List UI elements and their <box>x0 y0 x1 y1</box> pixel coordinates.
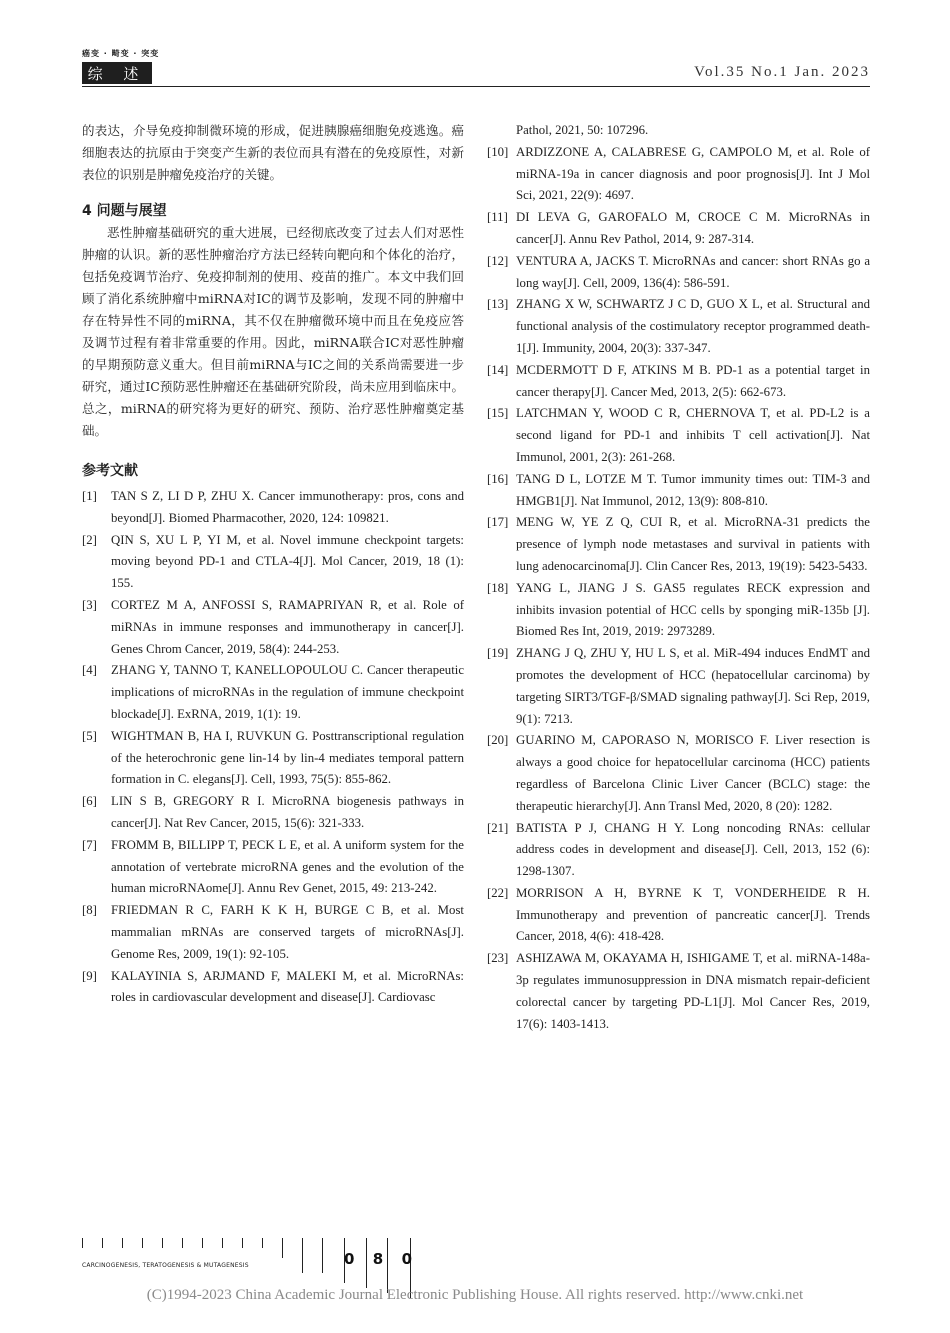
copyright-notice: (C)1994-2023 China Academic Journal Electronic Publishing House. All rights reserved. http://www.cnki.net <box>146 1287 804 1303</box>
reference-item <box>487 578 870 643</box>
reference-item <box>487 251 870 295</box>
reference-text: FRIEDMAN R C, FARH K K H, BURGE C B, et al. Most mammalian mRNAs are conserved targets of microRNAs[J]. Genome Res, 2009, 19(1): 92-105. <box>111 903 464 961</box>
reference-number: [20] <box>487 733 509 748</box>
reference-text: ASHIZAWA M, OKAYAMA H, ISHIGAME T, et al. miRNA-148a-3p regulates immunosuppression in DNA mismatch repair-deficient colorectal cancer by targeting PD-L1[J]. Mol Cancer Res, 2019, 17(6): 1403-1413. <box>516 951 870 1031</box>
header-rule <box>82 86 870 87</box>
reference-number: [15] <box>487 406 509 421</box>
reference-text: LIN S B, GREGORY R I. MicroRNA biogenesis pathways in cancer[J]. Nat Rev Cancer, 2015, 15(6): 321-333. <box>111 794 464 830</box>
reference-number: [17] <box>487 515 509 530</box>
reference-item <box>487 948 870 1035</box>
left-column <box>82 120 464 1009</box>
reference-number: [19] <box>487 646 509 661</box>
reference-item <box>487 403 870 468</box>
reference-text: GUARINO M, CAPORASO N, MORISCO F. Liver resection is always a good choice for hepatocellular carcinoma (HCC) patients regardless of Barcelona Clinic Liver Cancer (BCLC) stage: the therapeutic hierarchy[J]. Ann Transl Med, 2020, 8 (20): 1282. <box>516 733 870 813</box>
reference-number: [3] <box>82 597 97 612</box>
reference-item <box>487 469 870 513</box>
reference-number: [22] <box>487 885 509 900</box>
journal-name-cn: 癌变 · 畸变 · 突变 <box>82 49 160 58</box>
reference-text: DI LEVA G, GAROFALO M, CROCE C M. MicroRNAs in cancer[J]. Annu Rev Pathol, 2014, 9: 287-314. <box>516 210 870 246</box>
reference-text: ZHANG Y, TANNO T, KANELLOPOULOU C. Cancer therapeutic implications of microRNAs in the regulation of immune checkpoint blockade[J]. ExRNA, 2019, 1(1): 19. <box>111 663 464 721</box>
reference-text: ZHANG X W, SCHWARTZ J C D, GUO X L, et al. Structural and functional analysis of the costimulatory receptor programmed death-1[J]. Immunity, 2004, 20(3): 337-347. <box>516 297 870 355</box>
reference-text: LATCHMAN Y, WOOD C R, CHERNOVA T, et al. PD-L2 is a second ligand for PD-1 and inhibits T cell activation[J]. Nat Immunol, 2001, 2(3): 261-268. <box>516 406 870 464</box>
reference-text: YANG L, JIANG J S. GAS5 regulates RECK expression and inhibits invasion potential of HCC cells by sponging miR-135b [J]. Biomed Res Int, 2019, 2019: 2973289. <box>516 580 870 639</box>
journal-name-en: CARCINOGENESIS, TERATOGENESIS & MUTAGENESIS <box>82 1262 249 1269</box>
reference-item <box>487 360 870 404</box>
reference-number: [16] <box>487 471 509 486</box>
reference-number: [12] <box>487 253 509 268</box>
reference-number: [23] <box>487 951 509 966</box>
reference-number: [2] <box>82 532 97 547</box>
references-title: 参考文献 <box>82 463 138 479</box>
reference-number: [18] <box>487 580 509 595</box>
reference-text: MENG W, YE Z Q, CUI R, et al. MicroRNA-31 predicts the presence of lymph node metastases and survival in patients with lung adenocarcinoma[J]. Clin Cancer Res, 2013, 19(19): 5423-5433. <box>516 515 870 573</box>
page-digit: 8 <box>372 1250 384 1268</box>
volume-info: Vol.35 No.1 Jan. 2023 <box>694 64 870 80</box>
page-digit: 0 <box>401 1250 412 1268</box>
reference-number: [11] <box>487 210 508 225</box>
reference-text: FROMM B, BILLIPP T, PECK L E, et al. A uniform system for the annotation of vertebrate microRNA genes and the evolution of the human microRNAome[J]. Annu Rev Genet, 2015, 49: 213-242. <box>111 837 464 896</box>
reference-text: QIN S, XU L P, YI M, et al. Novel immune checkpoint targets: moving beyond PD-1 and CTLA-4[J]. Mol Cancer, 2019, 18 (1): 155. <box>111 532 464 591</box>
reference-number: [6] <box>82 794 97 809</box>
reference-number: [9] <box>82 968 97 983</box>
reference-text: WIGHTMAN B, HA I, RUVKUN G. Posttranscriptional regulation of the heterochronic gene lin-14 by lin-4 mediates temporal pattern formation in C. elegans[J]. Cell, 1993, 75(5): 855-862. <box>111 728 464 787</box>
reference-number: [13] <box>487 297 509 312</box>
reference-item <box>487 883 870 948</box>
reference-text: VENTURA A, JACKS T. MicroRNAs and cancer: short RNAs go a long way[J]. Cell, 2009, 136(4): 586-591. <box>516 253 870 290</box>
reference-number: [4] <box>82 663 97 678</box>
reference-item <box>487 294 870 359</box>
reference-number: [8] <box>82 903 97 918</box>
reference-item <box>82 595 464 660</box>
reference-item <box>487 512 870 577</box>
reference-item <box>82 530 464 595</box>
right-column <box>487 120 870 1035</box>
section-tag: 综 述 <box>82 62 152 84</box>
reference-number: [5] <box>82 728 97 743</box>
reference-text: ARDIZZONE A, CALABRESE G, CAMPOLO M, et al. Role of miRNA-19a in cancer diagnosis and poor prognosis[J]. Int J Mol Sci, 2021, 22(9): 4697. <box>516 144 870 203</box>
reference-text: CORTEZ M A, ANFOSSI S, RAMAPRIYAN R, et al. Role of miRNAs in immune responses and immunotherapy in cancer[J]. Genes Chrom Cancer, 2019, 58(4): 244-253. <box>111 597 464 656</box>
reference-number: [21] <box>487 820 509 835</box>
reference-item <box>82 726 464 791</box>
reference-item <box>82 900 464 965</box>
reference-number: [1] <box>82 489 97 503</box>
intro-paragraph: 的表达，介导免疫抑制微环境的形成，促进胰腺癌细胞免疫逃逸。癌细胞表达的抗原由于突变产生新的表位而具有潜在的免疫原性，对新表位的识别是肿瘤免疫治疗的关键。 <box>82 123 464 182</box>
reference-text: ZHANG J Q, ZHU Y, HU L S, et al. MiR-494 induces EndMT and promotes the development of HCC (hepatocellular carcinoma) by targeting SIRT3/TGF-β/SMAD signaling pathway[J]. Sci Rep, 2019, 9(1): 7213. <box>516 646 870 726</box>
section4-body: 恶性肿瘤基础研究的重大进展，已经彻底改变了过去人们对恶性肿瘤的认识。新的恶性肿瘤治疗方法已经转向靶向和个体化的治疗，包括免疫调节治疗、免疫抑制剂的使用、疫苗的推广。本文中我们回顾了消化系统肿瘤中miRNA对IC的调节及影响，发现不同的肿瘤中存在特异性不同的miRNA，其不仅在肿瘤微环境中而且在免疫应答及调节过程有着非常重要的作用。因此，miRNA联合IC对恶性肿瘤的早期预防意义重大。但目前miRNA与IC之间的关系尚需要进一步研究，通过IC预防恶性肿瘤还在基础研究阶段，尚未应用到临床中。总之，miRNA的研究将为更好的研究、预防、治疗恶性肿瘤奠定基础。 <box>82 225 464 438</box>
reference-number: [10] <box>487 144 509 159</box>
reference-item <box>82 660 464 725</box>
reference-text: TANG D L, LOTZE M T. Tumor immunity times out: TIM-3 and HMGB1[J]. Nat Immunol, 2012, 13(9): 808-810. <box>516 471 870 508</box>
reference-number: [14] <box>487 362 509 377</box>
reference-continuation: Pathol, 2021, 50: 107296. <box>516 123 649 137</box>
reference-text: MORRISON A H, BYRNE K T, VONDERHEIDE R H. Immunotherapy and prevention of pancreatic cancer[J]. Trends Cancer, 2018, 4(6): 418-428. <box>516 885 870 944</box>
reference-item <box>82 486 464 530</box>
reference-item <box>487 818 870 883</box>
reference-item <box>82 791 464 835</box>
reference-item <box>82 835 464 900</box>
reference-item <box>82 966 464 1010</box>
references-list-left <box>82 486 464 1009</box>
reference-item <box>487 643 870 730</box>
reference-text: MCDERMOTT D F, ATKINS M B. PD-1 as a potential target in cancer therapy[J]. Cancer Med, 2013, 2(5): 662-673. <box>516 362 870 399</box>
reference-item <box>487 207 870 251</box>
reference-text: TAN S Z, LI D P, ZHU X. Cancer immunotherapy: pros, cons and beyond[J]. Biomed Pharmacother, 2020, 124: 109821. <box>111 489 464 525</box>
reference-text: BATISTA P J, CHANG H Y. Long noncoding RNAs: cellular address codes in development and disease[J]. Cell, 2013, 152 (6): 1298-1307. <box>516 820 870 879</box>
page-number <box>344 1250 412 1268</box>
reference-item <box>487 142 870 207</box>
page-digit: 0 <box>344 1250 355 1268</box>
reference-item <box>487 730 870 817</box>
references-list-right <box>487 142 870 1036</box>
reference-text: KALAYINIA S, ARJMAND F, MALEKI M, et al. MicroRNAs: roles in cardiovascular development and disease[J]. Cardiovasc <box>111 968 464 1005</box>
reference-number: [7] <box>82 837 97 852</box>
section4-title: 4 问题与展望 <box>82 203 167 219</box>
